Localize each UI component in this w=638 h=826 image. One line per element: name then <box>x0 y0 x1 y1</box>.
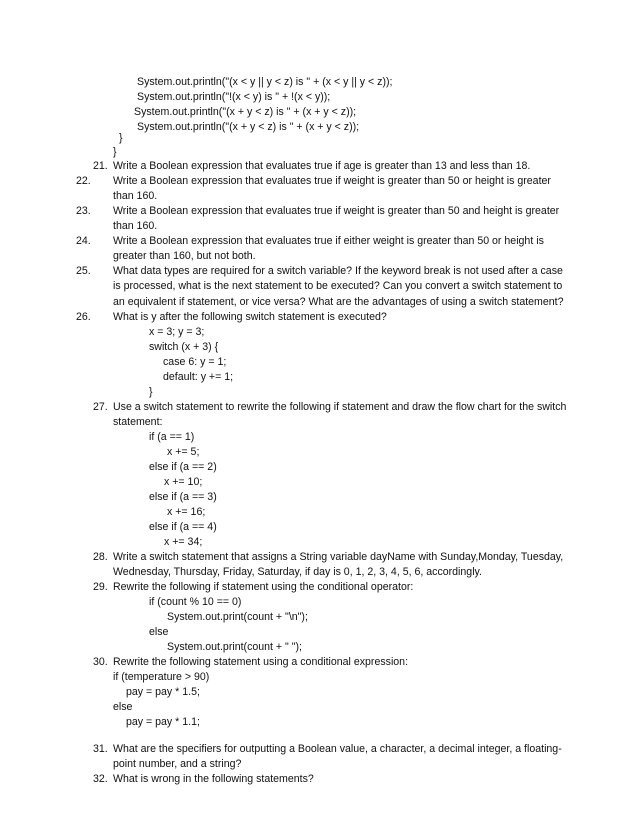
question-number: 30. <box>93 656 108 668</box>
code-brace: } <box>119 132 123 144</box>
code-line: x += 16; <box>167 506 206 518</box>
question-text: Write a switch statement that assigns a String variable dayName with Sunday,Monday, Tuesday, Wednesday, Thursday, Friday, Saturday, if day is 0, 1, 2, 3, 4, 5, 6, accordingly. <box>113 551 564 579</box>
code-line: System.out.println("(x + y < z) is " + (x + y < z)); <box>137 121 360 133</box>
code-line: System.out.println("(x < y || y < z) is " + (x < y || y < z)); <box>137 76 393 88</box>
code-line: System.out.println("(x + y < z) is " + (x + y < z)); <box>134 106 357 118</box>
question-text: Rewrite the following if statement using the conditional operator: <box>113 581 414 593</box>
code-line: x += 5; <box>167 446 200 458</box>
code-line: x += 10; <box>164 476 203 488</box>
question-text: What data types are required for a switch variable? If the keyword break is not used after a case is processed, what is the next statement to be executed? Can you convert a switch statement to an equivalent if statement, or vice versa? What are the advantages of using a switch statement? <box>113 265 564 308</box>
question-number: 22. <box>76 175 91 187</box>
code-line: if (temperature > 90) <box>113 671 210 683</box>
question-text: Write a Boolean expression that evaluates true if weight is greater than 50 or height is greater than 160. <box>113 175 551 203</box>
code-line: else if (a == 2) <box>149 461 217 473</box>
question-text: What is y after the following switch statement is executed? <box>113 311 387 323</box>
code-line: switch (x + 3) { <box>149 341 219 353</box>
code-line: else if (a == 3) <box>149 491 217 503</box>
question-number: 32. <box>93 773 108 785</box>
code-line: System.out.println("!(x < y) is " + !(x < y)); <box>137 91 331 103</box>
code-line: else if (a == 4) <box>149 521 217 533</box>
question-text: Use a switch statement to rewrite the following if statement and draw the flow chart for the switch statement: <box>113 401 567 429</box>
question-text: Write a Boolean expression that evaluates true if age is greater than 13 and less than 18. <box>113 160 531 172</box>
question-number: 31. <box>93 743 108 755</box>
question-number: 23. <box>76 205 91 217</box>
question-text: What is wrong in the following statements? <box>113 773 314 785</box>
code-line: pay = pay * 1.5; <box>126 686 200 698</box>
code-line: default: y += 1; <box>163 371 234 383</box>
question-number: 29. <box>93 581 108 593</box>
question-text: Write a Boolean expression that evaluates true if weight is greater than 50 and height is greater than 160. <box>113 205 560 233</box>
code-line: if (count % 10 == 0) <box>149 596 242 608</box>
question-text: What are the specifiers for outputting a Boolean value, a character, a decimal integer, a floating-point number, and a string? <box>113 743 562 771</box>
question-number: 24. <box>76 235 91 247</box>
code-line: System.out.print(count + " "); <box>167 641 302 653</box>
question-number: 21. <box>93 160 108 172</box>
question-number: 25. <box>76 265 91 277</box>
code-brace: } <box>149 386 153 398</box>
question-number: 27. <box>93 401 108 413</box>
code-line: else <box>149 626 169 638</box>
code-line: case 6: y = 1; <box>163 356 227 368</box>
code-line: System.out.print(count + "\n"); <box>167 611 308 623</box>
code-line: if (a == 1) <box>149 431 195 443</box>
code-line: else <box>113 701 133 713</box>
code-line: pay = pay * 1.1; <box>126 716 200 728</box>
code-line: x += 34; <box>164 536 203 548</box>
code-line: x = 3; y = 3; <box>149 326 205 338</box>
question-text: Write a Boolean expression that evaluates true if either weight is greater than 50 or height is greater than 160, but not both. <box>113 235 544 263</box>
question-number: 28. <box>93 551 108 563</box>
question-text: Rewrite the following statement using a conditional expression: <box>113 656 409 668</box>
code-brace: } <box>113 146 117 158</box>
question-number: 26. <box>76 311 91 323</box>
